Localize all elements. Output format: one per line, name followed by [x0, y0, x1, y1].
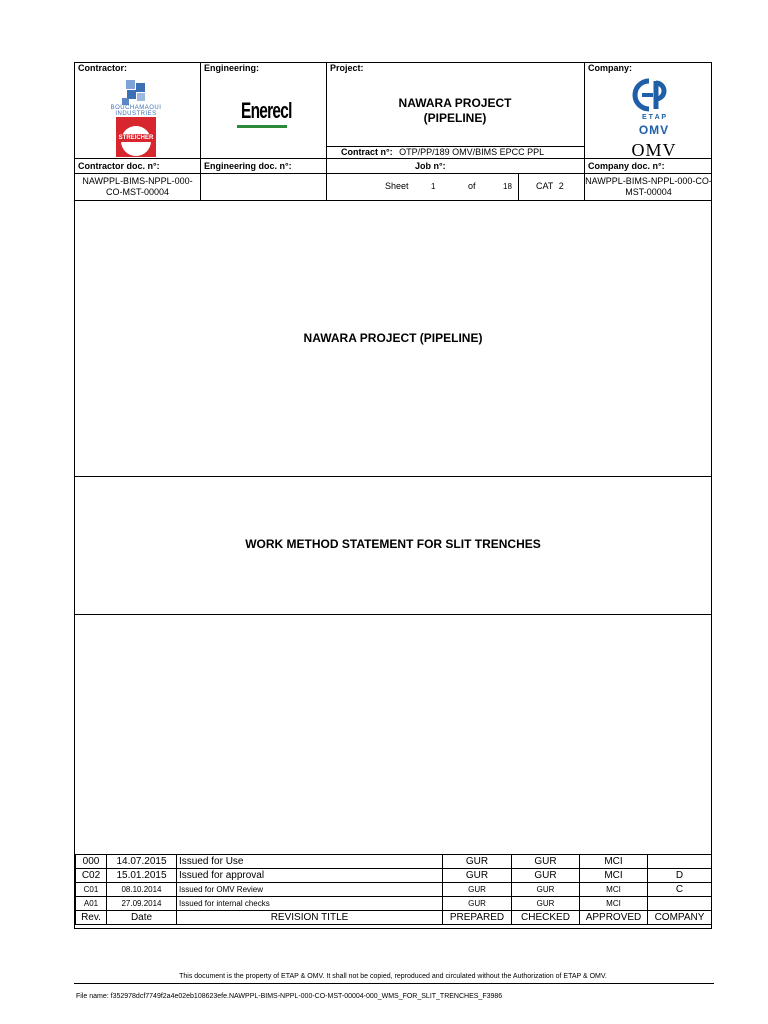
- document-title: WORK METHOD STATEMENT FOR SLIT TRENCHES: [245, 537, 541, 551]
- contractor-doc-label: Contractor doc. n°:: [78, 161, 160, 171]
- project-title-line1: NAWARA PROJECT: [398, 96, 512, 110]
- project-title: [330, 96, 580, 126]
- company-cell: [648, 855, 712, 869]
- revision-row: [76, 897, 712, 911]
- header-col-2: [326, 62, 327, 200]
- rev-cell: C02: [76, 869, 107, 883]
- company-header: COMPANY: [648, 911, 712, 925]
- revision-row: [76, 855, 712, 869]
- date-cell: 27.09.2014: [107, 897, 177, 911]
- contractor-logos: [96, 78, 176, 158]
- contract-label: Contract n°:: [341, 147, 393, 157]
- cat-label: CAT: [536, 181, 554, 191]
- rev-cell: A01: [76, 897, 107, 911]
- header-divider-3: [74, 200, 712, 201]
- etap-logo: [629, 78, 677, 112]
- sheet-cat-divider: [518, 173, 519, 200]
- project-label: Project:: [330, 63, 364, 73]
- cat-value: 2: [558, 181, 564, 191]
- header-divider-2: [74, 173, 712, 174]
- checked-cell: GUR: [512, 897, 580, 911]
- title-cell: Issued for OMV Review: [177, 883, 443, 897]
- checked-cell: GUR: [512, 883, 580, 897]
- company-cell: [648, 897, 712, 911]
- footer-rule: [74, 983, 714, 984]
- body-divider-1: [74, 476, 712, 477]
- bouchamaoui-text-2: INDUSTRIES: [115, 111, 157, 117]
- contract-row: [341, 147, 544, 157]
- streicher-text: STREICHER: [118, 135, 154, 141]
- property-notice: This document is the property of ETAP & OMV. It shall not be copied, reproduced and circulated without the Authorization of ETAP & OMV.: [179, 973, 607, 980]
- prepared-cell: GUR: [443, 883, 512, 897]
- project-title-line2: (PIPELINE): [423, 111, 487, 125]
- date-cell: 08.10.2014: [107, 883, 177, 897]
- job-label: Job n°:: [415, 161, 446, 171]
- of-label: of: [468, 181, 476, 191]
- etap-text: E T A P: [642, 114, 666, 121]
- approved-cell: MCI: [580, 883, 648, 897]
- prepared-cell: GUR: [443, 897, 512, 911]
- checked-cell: GUR: [512, 855, 580, 869]
- checked-cell: GUR: [512, 869, 580, 883]
- date-header: Date: [107, 911, 177, 925]
- approved-header: APPROVED: [580, 911, 648, 925]
- engineering-doc-label: Engineering doc. n°:: [204, 161, 292, 171]
- revision-row: [76, 869, 712, 883]
- rev-cell: 000: [76, 855, 107, 869]
- company-doc-line2: MST-00004: [625, 187, 672, 197]
- sheet-label: Sheet: [385, 181, 409, 191]
- checked-header: CHECKED: [512, 911, 580, 925]
- company-cell: D: [648, 869, 712, 883]
- date-cell: 14.07.2015: [107, 855, 177, 869]
- company-logos: [624, 78, 684, 158]
- rev-header: Rev.: [76, 911, 107, 925]
- company-doc-label: Company doc. n°:: [588, 161, 665, 171]
- omv-small-logo: OMV: [638, 123, 670, 137]
- enerecl-underline: [237, 125, 287, 128]
- cat-row: [536, 181, 564, 191]
- header-col-1: [200, 62, 201, 200]
- title-cell: Issued for approval: [177, 869, 443, 883]
- bouchamaoui-text-1: BOUCHAMAOUI: [110, 105, 162, 111]
- revision-table: [75, 854, 712, 925]
- revision-row: [76, 883, 712, 897]
- company-label: Company:: [588, 63, 633, 73]
- rev-cell: C01: [76, 883, 107, 897]
- company-doc-number: [585, 176, 712, 198]
- date-cell: 15.01.2015: [107, 869, 177, 883]
- engineering-label: Engineering:: [204, 63, 260, 73]
- revision-header-row: [76, 911, 712, 925]
- title-cell: Issued for internal checks: [177, 897, 443, 911]
- title-cell: Issued for Use: [177, 855, 443, 869]
- contractor-doc-number: [75, 176, 200, 198]
- title-header: REVISION TITLE: [177, 911, 443, 925]
- company-cell: C: [648, 883, 712, 897]
- enerecl-text: Enerecl: [241, 98, 292, 123]
- sheet-number: 1: [431, 182, 436, 191]
- contractor-label: Contractor:: [78, 63, 127, 73]
- enerecl-logo: [232, 98, 292, 136]
- contractor-doc-line1: NAWPPL-BIMS-NPPL-000-: [82, 176, 193, 186]
- contract-value: OTP/PP/189 OMV/BIMS EPCC PPL: [399, 147, 545, 157]
- company-doc-line1: NAWPPL-BIMS-NPPL-000-CO-: [585, 176, 712, 186]
- header-divider-1: [74, 158, 712, 159]
- streicher-logo: [116, 117, 156, 157]
- prepared-cell: GUR: [443, 869, 512, 883]
- prepared-cell: GUR: [443, 855, 512, 869]
- approved-cell: MCI: [580, 855, 648, 869]
- file-name: File name: f352978dcf7749f2a4e02eb108623efe.NAWPPL-BIMS-NPPL-000-CO-MST-00004-000_WMS_FOR_SLIT_TRENCHES_F3986: [76, 993, 503, 1000]
- sheet-total: 18: [503, 182, 512, 191]
- prepared-header: PREPARED: [443, 911, 512, 925]
- approved-cell: MCI: [580, 897, 648, 911]
- project-name-title: NAWARA PROJECT (PIPELINE): [303, 331, 483, 345]
- contractor-doc-line2: CO-MST-00004: [105, 187, 170, 197]
- omv-big-logo: OMV: [631, 140, 677, 160]
- approved-cell: MCI: [580, 869, 648, 883]
- body-divider-2: [74, 614, 712, 615]
